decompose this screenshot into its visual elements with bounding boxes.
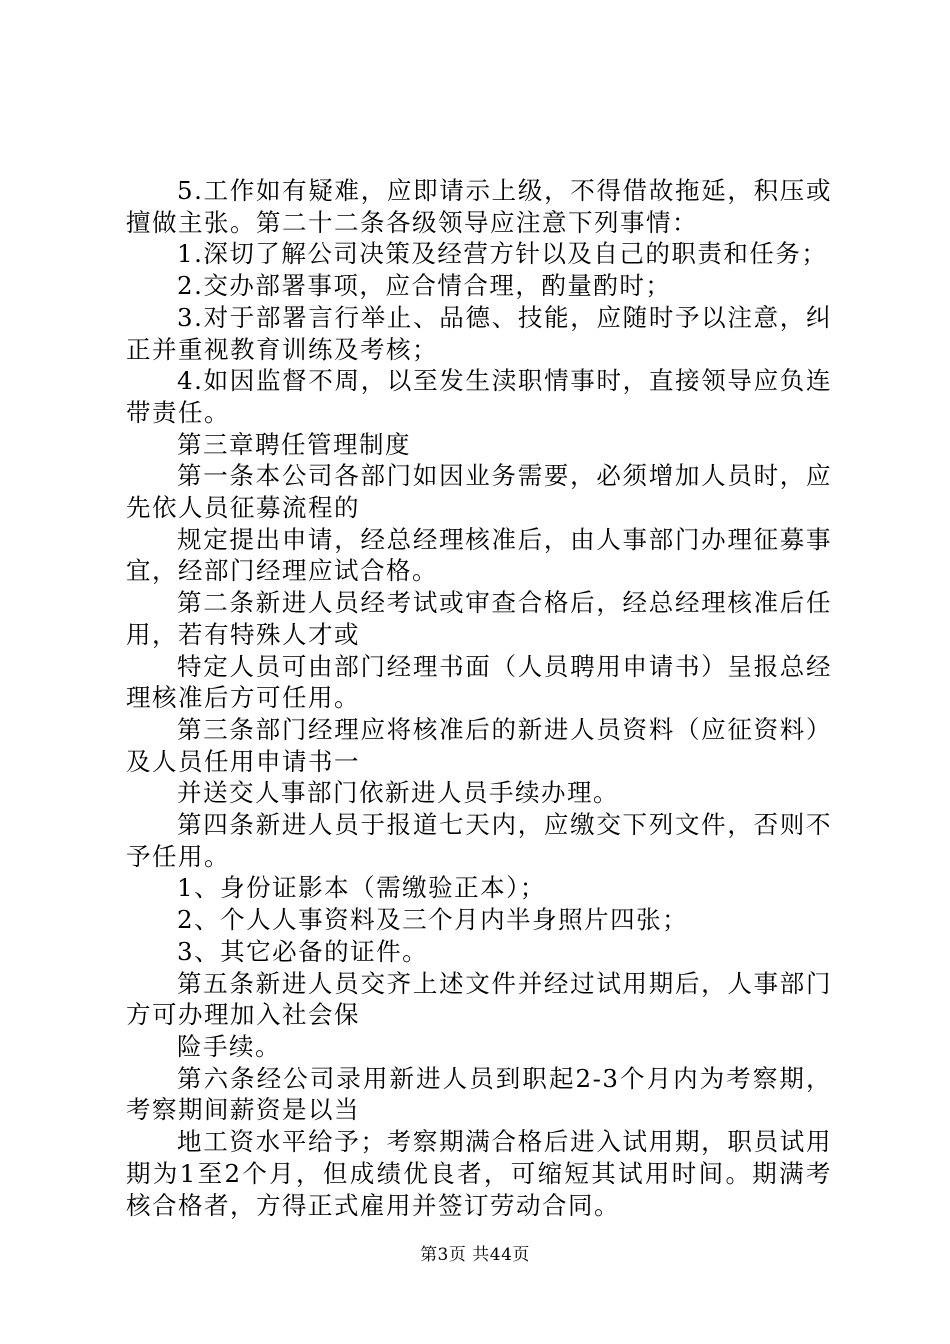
paragraph: 第四条新进人员于报道七天内，应缴交下列文件，否则不予任用。 bbox=[126, 810, 832, 871]
paragraph: 特定人员可由部门经理书面（人员聘用申请书）呈报总经理核准后方可任用。 bbox=[126, 651, 832, 713]
paragraph: 规定提出申请，经总经理核准后，由人事部门办理征募事宜，经部门经理应试合格。 bbox=[126, 524, 832, 586]
paragraph: 第一条本公司各部门如因业务需要，必须增加人员时，应先依人员征募流程的 bbox=[126, 461, 832, 523]
paragraph: 3.对于部署言行举止、品德、技能，应随时予以注意，纠正并重视教育训练及考核； bbox=[126, 302, 832, 364]
paragraph: 并送交人事部门依新进人员手续办理。 bbox=[177, 778, 619, 808]
list-item: 3、其它必备的证件。 bbox=[177, 936, 429, 966]
paragraph: 第三条部门经理应将核准后的新进人员资料（应征资料）及人员任用申请书一 bbox=[126, 714, 832, 776]
paragraph: 2.交办部署事项，应合情合理，酌量酌时； bbox=[177, 271, 672, 301]
paragraph: 5.工作如有疑难，应即请示上级，不得借故拖延，积压或擅做主张。第二十二条各级领导应注意下列事情： bbox=[126, 176, 832, 237]
chapter-heading: 第三章聘任管理制度 bbox=[177, 429, 411, 459]
paragraph: 4.如因监督不周，以至发生渎职情事时，直接领导应负连带责任。 bbox=[126, 366, 832, 427]
page-number-footer: 第3页 共44页 bbox=[420, 1245, 530, 1265]
document-body bbox=[126, 175, 832, 1221]
paragraph: 第五条新进人员交齐上述文件并经过试用期后，人事部门方可办理加入社会保 bbox=[126, 968, 832, 1030]
paragraph: 第二条新进人员经考试或审查合格后，经总经理核准后任用，若有特殊人才或 bbox=[126, 588, 832, 649]
paragraph: 险手续。 bbox=[177, 1031, 281, 1061]
paragraph: 1.深切了解公司决策及经营方针以及自己的职责和任务； bbox=[177, 239, 828, 269]
list-item: 1、身份证影本（需缴验正本）； bbox=[177, 873, 546, 903]
list-item: 2、个人人事资料及三个月内半身照片四张； bbox=[177, 905, 689, 935]
paragraph: 第六条经公司录用新进人员到职起2-3个月内为考察期，考察期间薪资是以当 bbox=[126, 1063, 832, 1125]
paragraph: 地工资水平给予；考察期满合格后进入试用期，职员试用期为1至2个月，但成绩优良者，可缩短其试用时间。期满考核合格者，方得正式雇用并签订劳动合同。 bbox=[126, 1127, 832, 1220]
